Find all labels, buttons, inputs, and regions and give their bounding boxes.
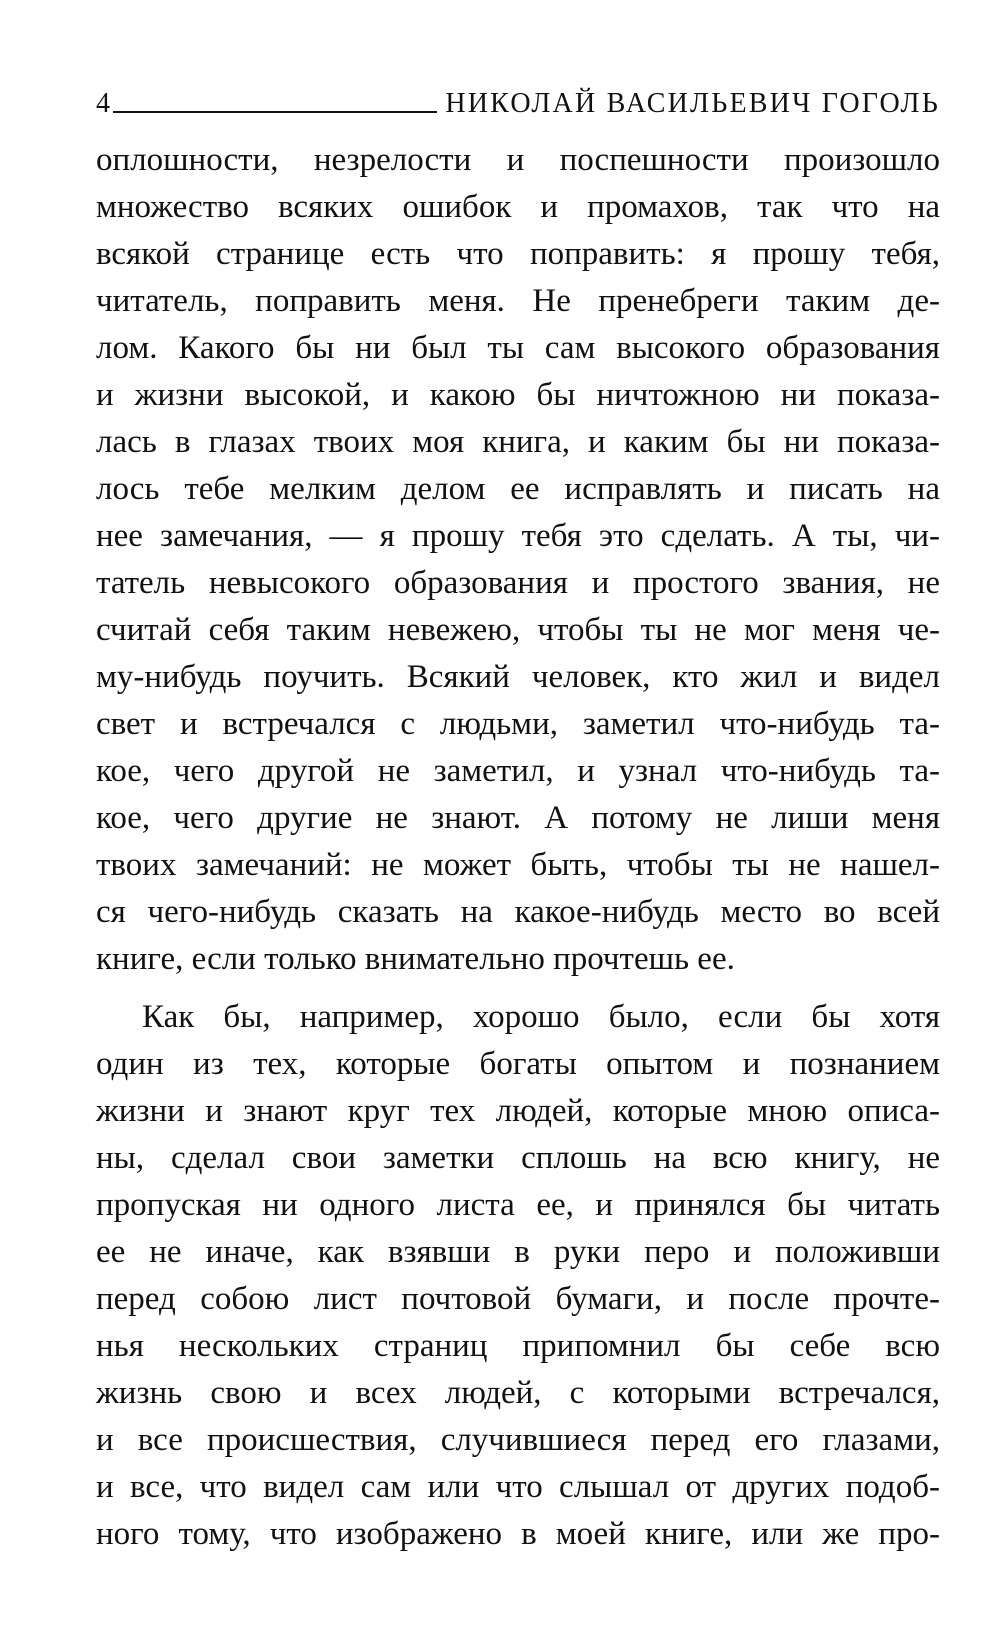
text-line: множество всяких ошибок и промахов, так что на — [96, 189, 940, 225]
text-line: и все, что видел сам или что слышал от других подоб- — [96, 1469, 940, 1505]
text-line: перед собою лист почтовой бумаги, и после прочте- — [96, 1281, 940, 1317]
text-line: ее не иначе, как взявши в руки перо и положивши — [96, 1234, 940, 1270]
paragraph-1 — [96, 137, 940, 983]
paragraph-2 — [96, 994, 940, 1558]
text-line: кое, чего другой не заметил, и узнал что-нибудь та- — [96, 753, 940, 789]
running-head — [96, 78, 940, 118]
text-line: нья нескольких страниц припомнил бы себе всю — [96, 1328, 940, 1364]
body-text — [96, 137, 940, 1558]
text-line: ны, сделал свои заметки сплошь на всю книгу, не — [96, 1140, 940, 1176]
text-line: читатель, поправить меня. Не пренебреги таким де- — [96, 283, 940, 319]
text-line: лось тебе мелким делом ее исправлять и писать на — [96, 471, 940, 507]
text-line: считай себя таким невежею, чтобы ты не мог меня че- — [96, 612, 940, 648]
text-line: жизнь свою и всех людей, с которыми встречался, — [96, 1375, 940, 1411]
text-line: один из тех, которые богаты опытом и познанием — [96, 1046, 940, 1082]
text-line: лась в глазах твоих моя книга, и каким бы ни показа- — [96, 424, 940, 460]
text-line: твоих замечаний: не может быть, чтобы ты не нашел- — [96, 847, 940, 883]
text-line: и жизни высокой, и какою бы ничтожною ни показа- — [96, 377, 940, 413]
header-rule — [113, 111, 437, 113]
text-line: лом. Какого бы ни был ты сам высокого образования — [96, 330, 940, 366]
paragraph-gap — [96, 983, 940, 994]
text-line: книге, если только внимательно прочтешь ее. — [96, 941, 735, 977]
text-line: ного тому, что изображено в моей книге, или же про- — [96, 1516, 940, 1552]
running-title: НИКОЛАЙ ВАСИЛЬЕВИЧ ГОГОЛЬ — [445, 88, 940, 119]
text-line: татель невысокого образования и простого звания, не — [96, 565, 940, 601]
text-line: жизни и знают круг тех людей, которые мною описа- — [96, 1093, 940, 1129]
text-line: всякой странице есть что поправить: я прошу тебя, — [96, 236, 940, 272]
text-line: ся чего-нибудь сказать на какое-нибудь место во всей — [96, 894, 940, 930]
text-line: Как бы, например, хорошо было, если бы хотя — [142, 999, 940, 1035]
text-line: му-нибудь поучить. Всякий человек, кто жил и видел — [96, 659, 940, 695]
text-line: пропуская ни одного листа ее, и принялся бы читать — [96, 1187, 940, 1223]
text-line: нее замечания, — я прошу тебя это сделать. А ты, чи- — [96, 518, 940, 554]
text-line: оплошности, незрелости и поспешности произошло — [96, 142, 940, 178]
text-line: свет и встречался с людьми, заметил что-нибудь та- — [96, 706, 940, 742]
text-line: кое, чего другие не знают. А потому не лиши меня — [96, 800, 940, 836]
page-number: 4 — [96, 88, 111, 119]
text-line: и все происшествия, случившиеся перед его глазами, — [96, 1422, 940, 1458]
